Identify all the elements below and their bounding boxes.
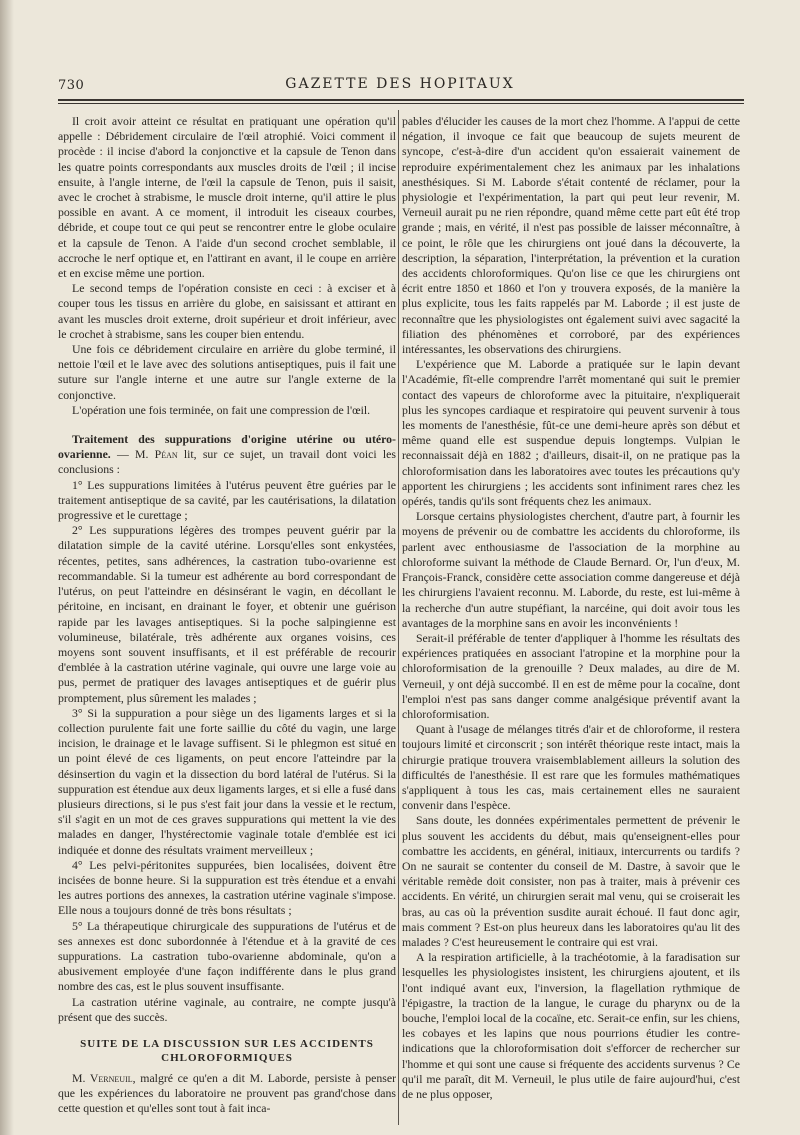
paragraph: pables d'élucider les causes de la mort chez l'homme. A l'appui de cette négation, il invoque ce fait que beaucoup de sujets meurent de syncope, c'est-à-dire d'un accident qu'on essaierait vainement de reproduire expérimentalement chez les animaux par les inhalations anesthésiques. Si M. Laborde s'était contenté de réclamer, pour la physiologie et l'expérimentation, la part qui peut leur revenir, M. Verneuil aurait pu ne rien répondre, quand même cette part eût été trop grande ; mais, en vérité, il n'est pas possible de laisser méconnaître, à ce point, le rôle que les chirurgiens ont joué dans la découverte, la description, la séparation, l'interprétation, la prévention et la curation des accidents chloroformiques. Qu'on lise ce que les chirurgiens ont écrit entre 1850 et 1860 et l'on y trouvera exposés, de la manière la plus explicite, tous les faits rappelés par M. Laborde ; il est juste de reconnaître que les physiologistes ont également suivi avec sagacité la filiation des phénomènes et corroboré, par des expériences intéressantes, les observations des chirurgiens. bbox=[402, 114, 740, 357]
running-title: GAZETTE DES HOPITAUX bbox=[285, 76, 515, 92]
binding-shadow bbox=[0, 0, 14, 1135]
list-item: 3° Si la suppuration a pour siège un des ligaments larges et si la collection purulente fait une forte saillie du côté du vagin, une large incision, le drainage et le lavage suffisent. Si le phlegmon est situé en un point élevé de ces ligaments, on peut encore l'atteindre par la désinsertion du vagin et la dissection du bord latéral de l'utérus. Si la suppuration est étendue aux deux ligaments larges, et si elle a fusé dans plusieurs directions, si le pus s'est fait jour dans la vessie et le rectum, s'il s'agit en un mot de ces graves suppurations qui mettent la vie des malades en danger, l'hystérectomie vaginale totale d'emblée est ici indiquée et donne des résultats vraiment merveilleux ; bbox=[58, 705, 396, 857]
section-intro-text: lit, sur ce sujet, un travail dont voici les conclusions : bbox=[58, 447, 396, 477]
column-divider bbox=[398, 110, 399, 1125]
paragraph: Lorsque certains physiologistes cherchent, d'autre part, à fournir les moyens de prévenir ou de combattre les accidents du chloroforme, ils parlent avec enthousiasme de l'association de la morphine au chloroforme suivant la méthode de Claude Bernard. Or, l'un d'eux, M. François-Franck, considère cette association comme dangereuse et déjà les chirurgiens l'avaient reconnu. M. Laborde, du reste, est lui-même à la recherche d'un autre stupéfiant, la narcéine, qui doit avoir tous les avantages de la morphine sans en avoir les inconvénients ! bbox=[402, 509, 740, 630]
list-item: La castration utérine vaginale, au contraire, ne compte jusqu'à présent que des succès. bbox=[58, 994, 396, 1024]
discussion-paragraph bbox=[58, 1071, 396, 1117]
paragraph: L'expérience que M. Laborde a pratiquée sur le lapin devant l'Académie, fît-elle comprendre l'arrêt momentané qui suit le premier contact des vapeurs de chloroforme avec la pituitaire, n'expliquerait plus les syncopes cardiaque et respiratoire qui peuvent survenir à tous les moments de l'anesthésie, fût-ce une demi-heure après son début et même quand elle est suspendue depuis longtemps. Vulpian le reconnaissait déjà en 1882 ; d'ailleurs, disait-il, on ne pratique pas la chloroformisation dans les laboratoires avec toutes les précautions qu'y apportent les chirurgiens ; les accidents sont infiniment rares chez les opérés, tandis qu'ils sont fréquents chez les animaux. bbox=[402, 357, 740, 509]
paragraph: Il croit avoir atteint ce résultat en pratiquant une opération qu'il appelle : Débridement circulaire de l'œil atrophié. Voici comment il procède : il incise d'abord la conjonctive et la capsule de Tenon dans les quatre points correspondants aux muscles droits de l'œil ; il incise ensuite, à l'angle interne, de l'œil la capsule de Tenon, puis il saisit, avec le crochet à strabisme, le muscle droit interne, qu'il attire le plus possible en avant. A ce moment, il introduit les ciseaux courbes, débride, et coupe tout ce qui peut se rencontrer entre le globe oculaire et la capsule de Tenon. A l'aide d'un second crochet semblable, il accroche le nerf optique et, en l'attirant en avant, il le coupe en arrière et en excise même une portion. bbox=[58, 114, 396, 281]
section-dash: — bbox=[110, 447, 135, 462]
paragraph: A la respiration artificielle, à la trachéotomie, à la faradisation sur lesquelles les physiologistes insistent, les chirurgiens ajoutent, et ils l'ont indiqué avant eux, l'inversion, la flagellation rythmique de l'épigastre, la traction de la langue, le curage du pharynx ou de la bouche, l'emploi local de la cocaïne, etc. Serait-ce enfin, sur les chiens, les cobayes et les lapins que nous pourrions étudier les contre-indications que la chloroformisation doit s'efforcer de rechercher sur l'homme et qui sont une cause si fréquente des accidents survenus ? Ce qu'il me paraît, dit M. Verneuil, le plus utile de faire aujourd'hui, c'est de ne plus opposer, bbox=[402, 950, 740, 1101]
section-title: Traitement des suppurations d'origine utérine ou utéro-ovarienne. bbox=[58, 432, 396, 462]
discussion-text: malgré ce qu'en a dit M. Laborde, persiste à penser que les expériences du laboratoire ne prouvent pas grand'chose dans cette question et qu'elles sont tout à fait inca- bbox=[58, 1070, 396, 1116]
paragraph: Serait-il préférable de tenter d'appliquer à l'homme les résultats des expériences pratiquées en associant l'atropine et la morphine pour la chloroformisation de la grenouille ? Deux malades, au dire de M. Verneuil, y ont déjà succombé. Il en est de même pour la cocaïne, dont l'emploi n'est pas sans danger comme analgésique préventif avant la chloroformisation. bbox=[402, 630, 740, 721]
list-item: 1° Les suppurations limitées à l'utérus peuvent être guéries par le traitement antiseptique de sa cavité, par les cautérisations, la dilatation progressive et le curettage ; bbox=[58, 477, 396, 523]
discussion-title bbox=[58, 1037, 396, 1065]
paragraph: L'opération une fois terminée, on fait une compression de l'œil. bbox=[72, 402, 371, 417]
header-rule-thin bbox=[58, 103, 744, 104]
paragraph: Le second temps de l'opération consiste en ceci : à exciser et à couper tous les tissus en arrière du globe, en saisissant et attirant en avant les muscles droit externe, droit supérieur et droit inférieur, avec le crochet à strabisme, sans les couper bien entendu. bbox=[58, 281, 396, 341]
left-column bbox=[58, 114, 396, 1124]
list-item: 5° La thérapeutique chirurgicale des suppurations de l'utérus et de ses annexes est donc subordonnée à l'étendue et à la gravité de ces suppurations. La castration tubo-ovarienne abdominale, qu'on a abusivement employée d'une façon indifférente dans le plus grand nombre des cas, est le plus souvent insuffisante. bbox=[58, 918, 396, 994]
header-rule bbox=[58, 99, 744, 101]
list-item: 2° Les suppurations légères des trompes peuvent guérir par la dilatation simple de la cavité utérine. Lorsqu'elles sont enkystées, récentes, petites, sans adhérences, la castration tubo-ovarienne est recommandable. Si la tumeur est adhérente au bord correspondant de l'utérus, on peut l'atteindre en désinsérant le vagin, en décollant le péritoine, en incisant, en drainant le foyer, et obtenir une guérison rapide par les lavages antiseptiques. Si la poche salpingienne est volumineuse, bilatérale, très adhérente aux organes voisins, ces moyens sont souvent insuffisants, et il est préférable de recourir d'emblée à la castration utérine vaginale, qui ouvre une large voie au pus, permet de pratiquer des lavages antiseptiques et de guérir plus promptement, plus sûrement les malades ; bbox=[58, 523, 396, 705]
discussion-author: M. Verneuil, bbox=[72, 1070, 136, 1085]
section-author: M. Péan bbox=[134, 447, 178, 462]
right-column bbox=[402, 114, 740, 1124]
discussion-title-line1: SUITE DE LA DISCUSSION SUR LES ACCIDENTS bbox=[80, 1037, 374, 1050]
paragraph: Sans doute, les données expérimentales permettent de prévenir le plus souvent les accidents du début, mais qu'enseignent-elles pour combattre les accidents, en général, initiaux, intercurrents ou tardifs ? On ne saurait se contenter du conseil de M. Dastre, à savoir que le véritable remède doit consister, non pas à traiter, mais à prévenir ces accidents. En vérité, un chirurgien serait mal venu, qui se croiserait les bras, au cas où la prévention susdite aurait échoué. Il faut donc agir, mais comment ? Est-on plus heureux dans les laboratoires qu'au lit des malades ? C'est heureusement le contraire qui est vrai. bbox=[402, 813, 740, 949]
page-number: 730 bbox=[58, 78, 85, 93]
list-item: 4° Les pelvi-péritonites suppurées, bien localisées, doivent être incisées de bonne heure. Si la suppuration est très étendue et a envahi les autres portions des annexes, la castration utérine vaginale s'impose. Elle nous a toujours donné de très bons résultats ; bbox=[58, 857, 396, 918]
section-intro bbox=[58, 432, 396, 478]
paragraph: Une fois ce débridement circulaire en arrière du globe terminé, il nettoie l'œil et le lave avec des solutions antiseptiques, puis il fait une suture sur l'angle interne et une autre sur l'angle externe de la conjonctive. bbox=[58, 342, 396, 402]
paragraph: Quant à l'usage de mélanges titrés d'air et de chloroforme, il restera toujours limité et circonscrit ; son intérêt théorique reste intact, mais la chirurgie pratique trouvera vraisemblablement ailleurs la solution des difficultés de l'anesthésie. Il est rare que les formules mathématiques s'appliquent à tous les cas, mais certainement elles ne sauraient convenir dans l'espèce. bbox=[402, 722, 740, 813]
discussion-title-line2: CHLOROFORMIQUES bbox=[161, 1051, 293, 1064]
